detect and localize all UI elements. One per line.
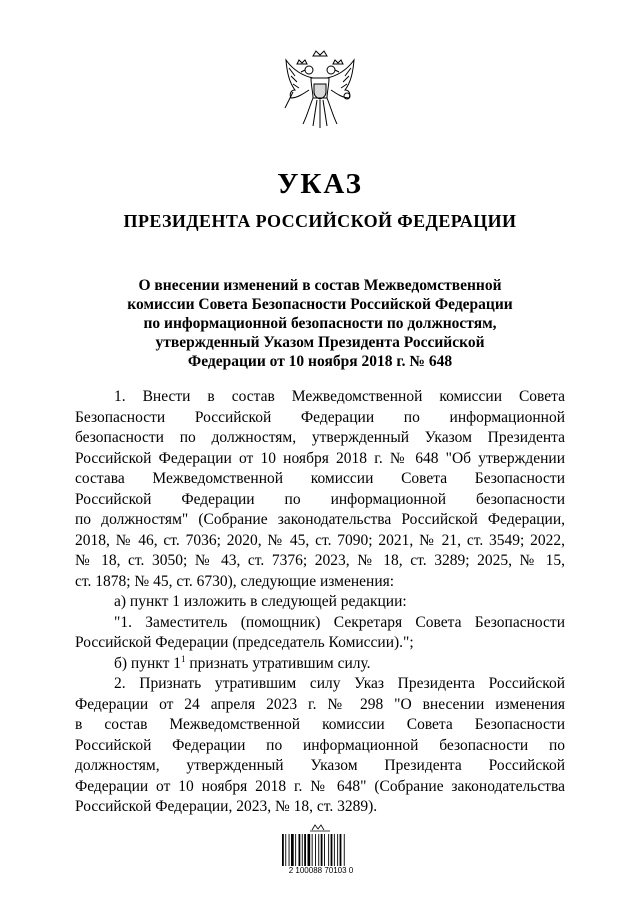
barcode-bar [285, 834, 286, 866]
barcode-bar [315, 834, 316, 866]
paragraph-1-line: Безопасности Российской Федерации по информационной [75, 408, 565, 426]
document-title: УКАЗ [277, 168, 363, 200]
barcode-bar [282, 834, 284, 866]
paragraph-1-line: 1. Внести в состав Межведомственной комиссии Совета [114, 388, 565, 405]
barcode-bar [340, 834, 342, 866]
heading-line: по информационной безопасности по должностям, [143, 315, 497, 332]
barcode-number: 2 100088 70103 0 [288, 866, 354, 875]
barcode-bar [304, 834, 306, 866]
barcode-bar [334, 834, 335, 866]
coat-of-arms-icon [283, 48, 357, 132]
stamp-mark [282, 822, 358, 834]
heading-line: утвержденный Указом Президента Российской [155, 334, 485, 351]
heading-line: Федерации от 10 ноября 2018 г. № 648 [187, 353, 453, 370]
paragraph-1-line: Российской Федерации от 10 ноября 2018 г. № 648 "Об утверждении [75, 449, 565, 467]
subparagraph-a: а) пункт 1 изложить в следующей редакции: [114, 593, 407, 610]
barcode-bar [344, 834, 345, 866]
paragraph-2-line: в состав Межведомственной комиссии Совета Безопасности [75, 716, 565, 733]
superscript: 1 [181, 653, 186, 664]
barcode-bar [324, 834, 325, 866]
paragraph-1-line: ст. 1878; № 45, ст. 6730), следующие изменения: [75, 572, 395, 590]
barcode-bar [321, 834, 323, 866]
barcode-bar [331, 834, 333, 866]
paragraph-2-line: Российской Федерации, 2023, № 18, ст. 3289). [75, 798, 378, 815]
paragraph-2-line: 2. Признать утратившим силу Указ Президента Российской [114, 675, 565, 692]
document-subtitle: ПРЕЗИДЕНТА РОССИЙСКОЙ ФЕДЕРАЦИИ [123, 211, 517, 231]
barcode-bar [308, 834, 311, 866]
barcode-bar [295, 834, 296, 866]
paragraph-1-line: Российской Федерации по информационной безопасности [75, 490, 565, 508]
decree-heading [100, 276, 540, 371]
paragraph-1-line: № 18, ст. 3050; № 43, ст. 7376; 2023, № 18, ст. 3289; 2025, № 15, [75, 552, 565, 569]
barcode-bar [291, 834, 294, 866]
decree-body [75, 387, 565, 818]
barcode-bar [328, 834, 329, 866]
subparagraph-b-text: б) пункт 1 [114, 654, 181, 672]
paragraph-2-line: должностям, утвержденный Указом Президента Российской [75, 757, 565, 774]
paragraph-1-line: безопасности по должностям, утвержденный Указом Президента [75, 429, 565, 446]
barcode-bar [312, 834, 313, 866]
barcode [282, 834, 358, 866]
paragraph-2-line: Федерации от 24 апреля 2023 г. № 298 "О внесении изменения [75, 695, 565, 713]
paragraph-1-line: состава Межведомственной комиссии Совета Безопасности [75, 470, 565, 487]
quote-line: Российской Федерации (председатель Комиссии)."; [75, 634, 414, 651]
heading-line: комиссии Совета Безопасности Российской Федерации [127, 296, 513, 313]
paragraph-2-line: Федерации от 10 ноября 2018 г. № 648" (Собрание законодательства [75, 777, 565, 795]
paragraph-1-line: по должностям" (Собрание законодательства Российской Федерации, [75, 511, 565, 528]
quote-line: "1. Заместитель (помощник) Секретаря Совета Безопасности [114, 613, 565, 631]
subparagraph-b-text-end: признать утратившим силу. [185, 654, 371, 672]
paragraph-2-line: Российской Федерации по информационной безопасности по [75, 736, 565, 754]
subparagraph-b [75, 654, 565, 675]
barcode-bar [299, 834, 301, 866]
paragraph-1-line: 2018, № 46, ст. 7036; 2020, № 45, ст. 7090; 2021, № 21, ст. 3549; 2022, [75, 531, 565, 549]
barcode-bar [318, 834, 319, 866]
barcode-bar [302, 834, 303, 866]
barcode-bar [289, 834, 290, 866]
barcode-bar [337, 834, 338, 866]
heading-line: О внесении изменений в состав Межведомственной [138, 277, 502, 294]
